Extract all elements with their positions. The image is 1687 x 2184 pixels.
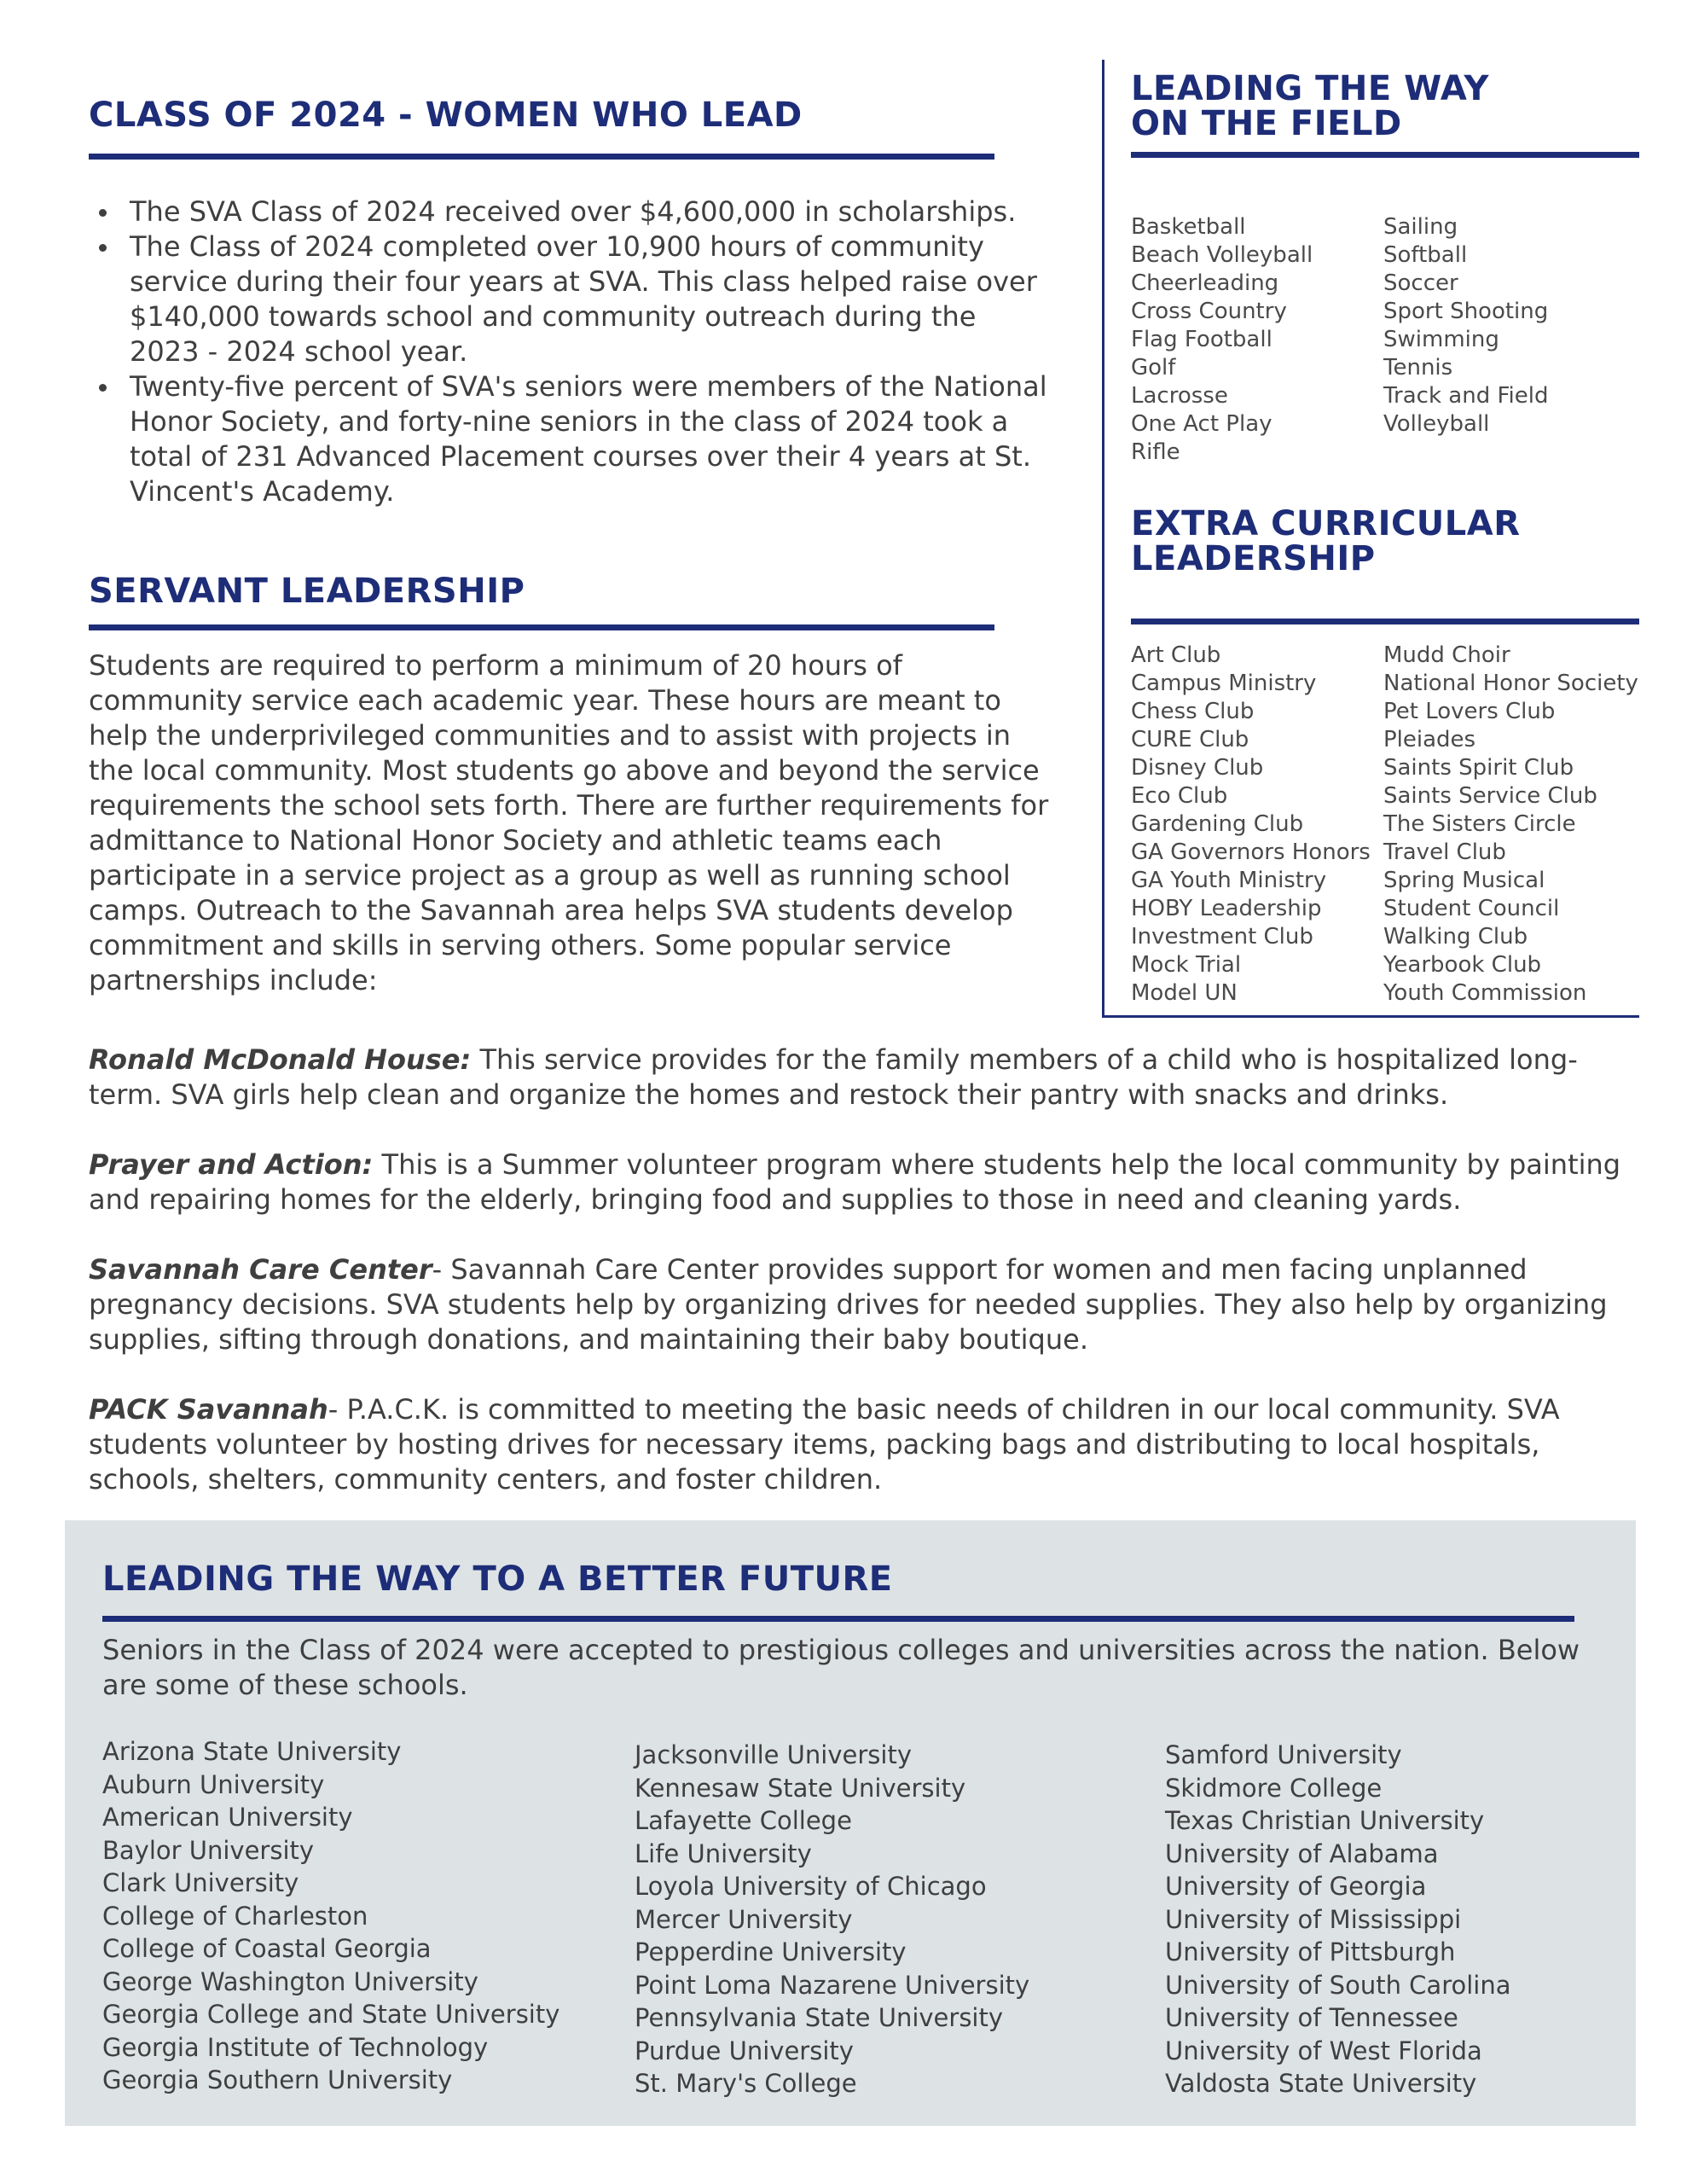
university-item: George Washington University <box>102 1966 478 1996</box>
future-section-rule <box>102 1616 1574 1622</box>
sport-item: Softball <box>1383 242 1468 268</box>
club-item: Saints Service Club <box>1383 783 1597 809</box>
class-stat-item: The SVA Class of 2024 received over $4,600,000 in scholarships. <box>89 195 1052 229</box>
partnership-name: Ronald McDonald House: <box>89 1043 472 1076</box>
club-item: Disney Club <box>1131 755 1264 781</box>
sport-item: Beach Volleyball <box>1131 242 1313 268</box>
club-item: The Sisters Circle <box>1383 811 1576 837</box>
sport-item: Soccer <box>1383 270 1458 296</box>
club-item: Eco Club <box>1131 783 1228 809</box>
club-item: Student Council <box>1383 896 1560 921</box>
sport-item: Track and Field <box>1383 383 1549 409</box>
club-item: Saints Spirit Club <box>1383 755 1574 781</box>
club-item: Walking Club <box>1383 924 1528 950</box>
sports-list-col-2 <box>1383 213 1549 439</box>
extra-curricular-title <box>1131 504 1521 578</box>
club-item: Mudd Choir <box>1383 642 1510 668</box>
field-section-title <box>1131 69 1490 143</box>
university-item: Valdosta State University <box>1165 2069 1477 2098</box>
sport-item: Basketball <box>1131 214 1246 240</box>
sport-item: Swimming <box>1383 327 1499 352</box>
university-item: Life University <box>635 1838 812 1868</box>
university-item: Mercer University <box>635 1904 853 1934</box>
servant-paragraph: Students are required to perform a minimum of 20 hours of community service each academic year. These hours are meant to help the underprivileged communities and to assist with projects in the local community. Most students go above and beyond the service requirements the school sets forth. There are further requirements for admittance to National Honor Society and athletic teams each participate in a service project as a group as well as running school camps. Outreach to the Savannah area helps SVA students develop commitment and skills in serving others. Some popular service partnerships include: <box>89 649 1049 996</box>
sport-item: Sport Shooting <box>1383 299 1549 324</box>
club-item: Art Club <box>1131 642 1221 668</box>
university-item: Baylor University <box>102 1835 315 1865</box>
sports-list-col-1 <box>1131 213 1313 467</box>
class-stat-item: Twenty-five percent of SVA's seniors were members of the National Honor Society, and forty-nine seniors in the class of 2024 took a total of 231 Advanced Placement courses over their 4 years at St. Vincent's Academy. <box>89 369 1052 509</box>
class-section-rule <box>89 154 994 160</box>
university-item: Samford University <box>1165 1740 1402 1769</box>
extra-curricular-rule <box>1131 619 1639 624</box>
university-item: Loyola University of Chicago <box>635 1872 987 1901</box>
club-item: Model UN <box>1131 980 1238 1006</box>
club-item: Gardening Club <box>1131 811 1304 837</box>
partnership-paragraph <box>89 1252 1624 1357</box>
clubs-list-col-1 <box>1131 642 1371 1008</box>
club-item: Campus Ministry <box>1131 671 1317 696</box>
university-item: American University <box>102 1803 353 1832</box>
extra-title-line: EXTRA CURRICULAR <box>1131 504 1521 543</box>
future-section-title: LEADING THE WAY TO A BETTER FUTURE <box>102 1560 893 1599</box>
university-item: Clark University <box>102 1868 299 1897</box>
partnership-name: Prayer and Action: <box>89 1148 374 1181</box>
sidebar-border-left <box>1102 60 1104 1017</box>
club-item: Mock Trial <box>1131 952 1242 978</box>
partnership-name: Savannah Care Center <box>89 1253 432 1286</box>
club-item: CURE Club <box>1131 727 1249 752</box>
university-item: Lafayette College <box>635 1806 852 1835</box>
university-item: University of Alabama <box>1165 1838 1439 1868</box>
future-intro-text: Seniors in the Class of 2024 were accepted to prestigious colleges and universities across the nation. Below are some of these schools. <box>102 1634 1580 1701</box>
university-item: Jacksonville University <box>635 1740 912 1769</box>
university-item: Skidmore College <box>1165 1773 1383 1803</box>
club-item: Chess Club <box>1131 699 1255 724</box>
class-section-title: CLASS OF 2024 - WOMEN WHO LEAD <box>89 96 803 135</box>
sport-item: Golf <box>1131 355 1176 380</box>
university-item: University of Pittsburgh <box>1165 1937 1456 1966</box>
club-item: GA Governors Honors <box>1131 839 1371 865</box>
university-item: University of South Carolina <box>1165 1970 1511 2000</box>
university-item: Auburn University <box>102 1769 325 1799</box>
university-item: Point Loma Nazarene University <box>635 1970 1030 2000</box>
sport-item: Tennis <box>1383 355 1453 380</box>
sport-item: Cheerleading <box>1131 270 1279 296</box>
club-item: Pet Lovers Club <box>1383 699 1556 724</box>
club-item: Investment Club <box>1131 924 1313 950</box>
university-item: College of Charleston <box>102 1901 368 1931</box>
university-item: University of Georgia <box>1165 1872 1427 1901</box>
university-item: Pennsylvania State University <box>635 2003 1004 2032</box>
university-item: Arizona State University <box>102 1737 402 1766</box>
sport-item: Sailing <box>1383 214 1458 240</box>
university-item: Georgia Southern University <box>102 2065 453 2094</box>
university-item: St. Mary's College <box>635 2069 857 2098</box>
club-item: Travel Club <box>1383 839 1506 865</box>
field-section-rule <box>1131 152 1639 158</box>
club-item: Pleiades <box>1383 727 1476 752</box>
university-item: Georgia College and State University <box>102 2000 560 2029</box>
university-list-col-1 <box>102 1735 559 2097</box>
sport-item: Volleyball <box>1383 411 1490 437</box>
field-title-line: ON THE FIELD <box>1131 104 1402 143</box>
university-item: University of Tennessee <box>1165 2003 1458 2032</box>
sport-item: One Act Play <box>1131 411 1272 437</box>
club-item: National Honor Society <box>1383 671 1638 696</box>
sport-item: Rifle <box>1131 439 1180 465</box>
clubs-list-col-2 <box>1383 642 1638 1008</box>
field-title-line: LEADING THE WAY <box>1131 69 1490 108</box>
club-item: Yearbook Club <box>1383 952 1542 978</box>
partnership-paragraph <box>89 1043 1624 1112</box>
sport-item: Lacrosse <box>1131 383 1228 409</box>
university-item: University of West Florida <box>1165 2036 1482 2065</box>
university-list-col-2 <box>635 1739 1029 2100</box>
university-item: Purdue University <box>635 2036 854 2065</box>
partnership-description: This service provides for the family members of a child who is hospitalized long-term. SVA girls help clean and organize the homes and restock their pantry with snacks and drinks. <box>89 1043 1578 1111</box>
class-stats-list <box>89 195 1052 509</box>
sport-item: Flag Football <box>1131 327 1272 352</box>
sport-item: Cross Country <box>1131 299 1287 324</box>
university-item: Georgia Institute of Technology <box>102 2032 489 2062</box>
class-stat-item: The Class of 2024 completed over 10,900 hours of community service during their four years at SVA. This class helped raise over $140,000 towards school and community outreach during the 2023 - 2024 school year. <box>89 229 1052 369</box>
club-item: HOBY Leadership <box>1131 896 1322 921</box>
university-item: Pepperdine University <box>635 1937 907 1966</box>
university-item: Texas Christian University <box>1165 1806 1485 1835</box>
university-item: University of Mississippi <box>1165 1904 1462 1934</box>
servant-section-rule <box>89 624 994 630</box>
partnership-description: - P.A.C.K. is committed to meeting the basic needs of children in our local community. SVA students volunteer by hosting drives for necessary items, packing bags and distributing to local hospitals, schools, shelters, community centers, and foster children. <box>89 1393 1560 1496</box>
partnership-description: This is a Summer volunteer program where students help the local community by painting and repairing homes for the elderly, bringing food and supplies to those in need and cleaning yards. <box>89 1148 1621 1216</box>
partnership-paragraph <box>89 1147 1624 1217</box>
extra-title-line: LEADERSHIP <box>1131 539 1376 578</box>
university-list-col-3 <box>1165 1739 1511 2100</box>
university-item: Kennesaw State University <box>635 1773 966 1803</box>
sidebar-border-bottom <box>1102 1015 1639 1018</box>
club-item: Youth Commission <box>1383 980 1587 1006</box>
partnership-name: PACK Savannah <box>89 1393 328 1426</box>
partnership-description: - Savannah Care Center provides support for women and men facing unplanned pregnancy decisions. SVA students help by organizing drives for needed supplies. They also help by organizing supplies, sifting through donations, and maintaining their baby boutique. <box>89 1253 1608 1356</box>
club-item: GA Youth Ministry <box>1131 868 1327 893</box>
university-item: College of Coastal Georgia <box>102 1934 432 1963</box>
club-item: Spring Musical <box>1383 868 1545 893</box>
servant-section-title: SERVANT LEADERSHIP <box>89 572 525 611</box>
partnership-paragraph <box>89 1392 1624 1497</box>
